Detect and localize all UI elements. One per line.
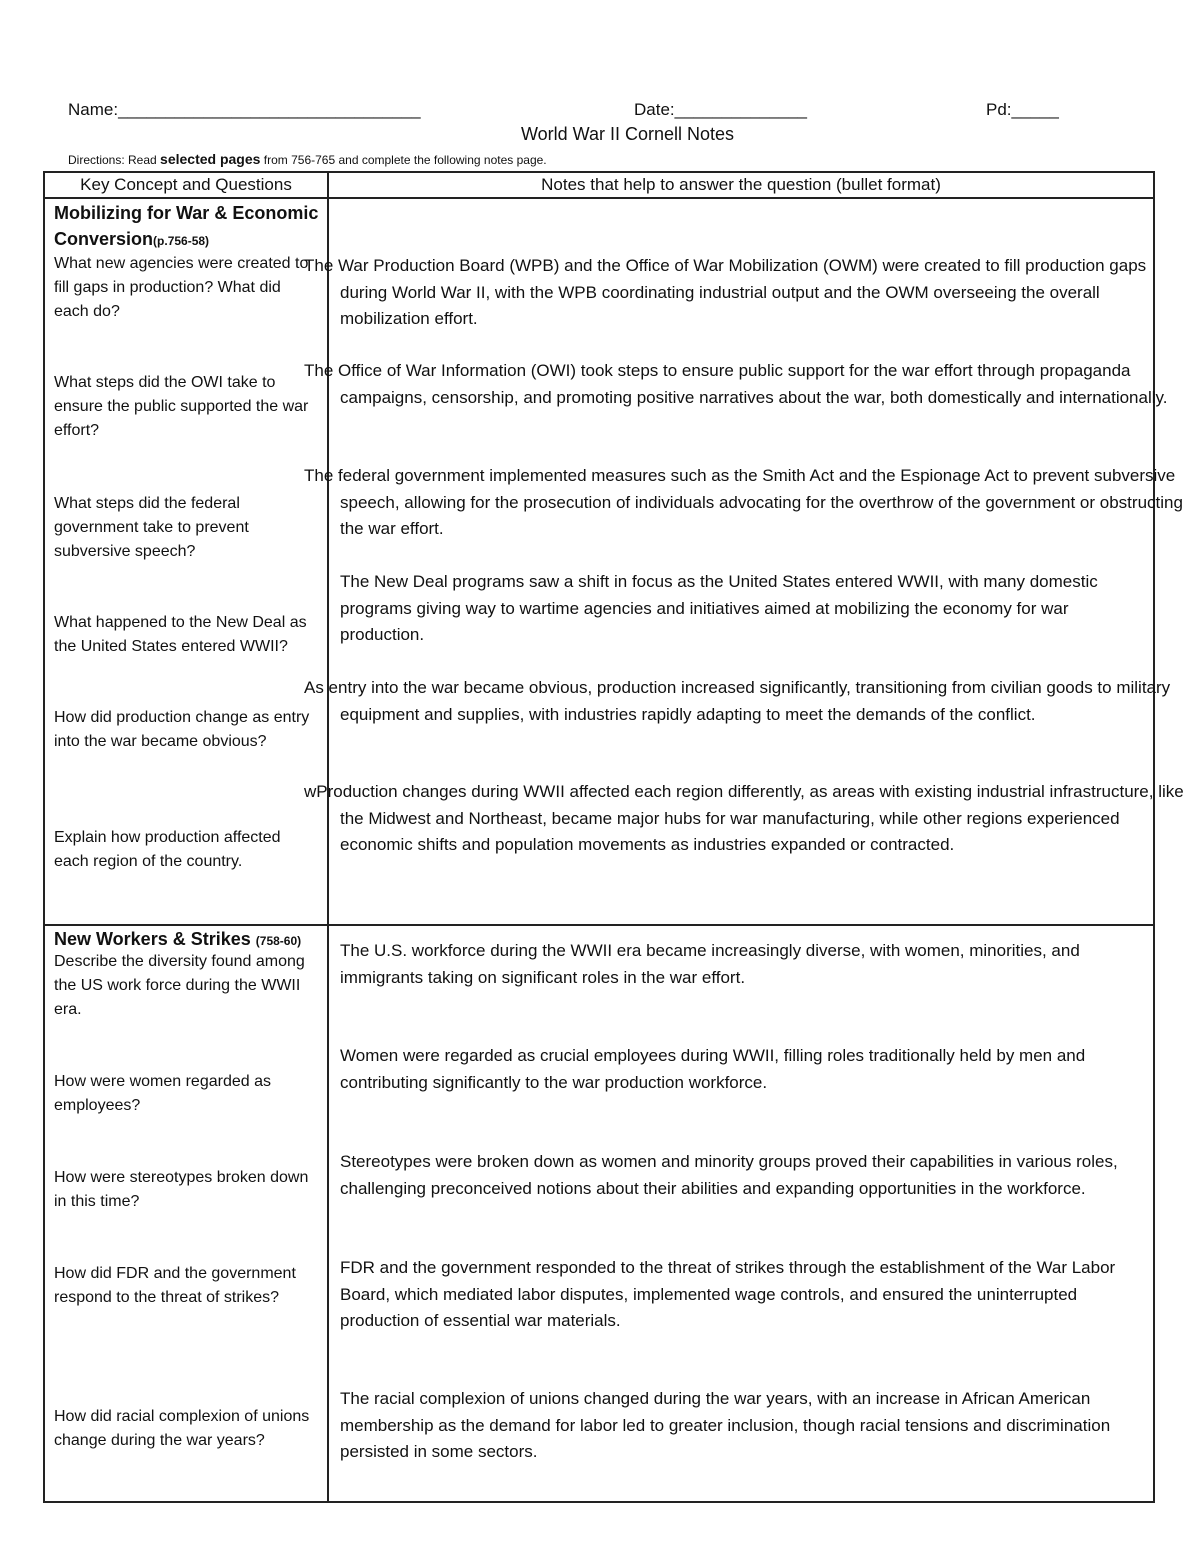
table-top-border xyxy=(43,171,1155,173)
date-field[interactable]: Date:______________ xyxy=(634,100,807,119)
answer-women-employees: Women were regarded as crucial employees during WWII, filling roles traditionally held by men and contributing significantly to the war production workforce. xyxy=(340,1046,1086,1092)
column-header-key-concept: Key Concept and Questions xyxy=(80,175,292,194)
directions-prefix: Directions: Read xyxy=(68,153,161,167)
question-new-deal: What happened to the New Deal as the United States entered WWII? xyxy=(54,614,307,655)
question-workforce-diversity: Describe the diversity found among the US work force during the WWII era. xyxy=(54,953,305,1018)
period-field[interactable]: Pd:_____ xyxy=(986,100,1059,119)
question-new-agencies: What new agencies were created to fill gaps in production? What did each do? xyxy=(54,255,309,320)
answer-strikes: FDR and the government responded to the threat of strikes through the establishment of the War Labor Board, which mediated labor disputes, implemented wage controls, and ensured the uninterrupted production of essential war materials. xyxy=(340,1258,1116,1330)
header-bottom-border xyxy=(43,197,1155,199)
directions-emphasis: selected pages xyxy=(160,151,261,167)
page-title: World War II Cornell Notes xyxy=(520,124,735,144)
answer-production-change: As entry into the war became obvious, production increased significantly, transitioning from civilian goods to military equipment and supplies, with industries rapidly adapting to meet the demands of the conflict. xyxy=(304,678,1171,724)
table-left-border xyxy=(43,171,45,1503)
answer-new-agencies: The War Production Board (WPB) and the Office of War Mobilization (OWM) were created to fill production gaps during World War II, with the WPB coordinating industrial output and the OWM overseeing the overall mobilization effort. xyxy=(304,256,1147,328)
name-field[interactable]: Name:________________________________ xyxy=(68,100,421,119)
question-union-complexion: How did racial complexion of unions change during the war years? xyxy=(54,1408,310,1449)
answer-production-regions: wProduction changes during WWII affected each region differently, as areas with existing industrial infrastructure, like the Midwest and Northeast, became major hubs for war manufacturing, while other regions experienced economic shifts and population movements as industries expanded or contracted. xyxy=(304,782,1184,854)
question-stereotypes: How were stereotypes broken down in this time? xyxy=(54,1169,309,1210)
answer-new-deal: The New Deal programs saw a shift in focus as the United States entered WWII, with many domestic programs giving way to wartime agencies and initiatives aimed at mobilizing the economy for war production. xyxy=(340,572,1098,644)
answer-union-complexion: The racial complexion of unions changed during the war years, with an increase in African American membership as the demand for labor led to greater inclusion, though racial tensions and discrimination persisted in some sectors. xyxy=(340,1389,1111,1461)
column-header-notes: Notes that help to answer the question (bullet format) xyxy=(541,175,941,194)
table-bottom-border xyxy=(43,1501,1155,1503)
question-women-employees: How were women regarded as employees? xyxy=(54,1073,271,1114)
section-title-mobilizing xyxy=(54,200,324,254)
answer-subversive-speech: The federal government implemented measures such as the Smith Act and the Espionage Act to prevent subversive speech, allowing for the prosecution of individuals advocating for the overthrow of the government or obstructing the war effort. xyxy=(304,466,1183,538)
answer-stereotypes: Stereotypes were broken down as women and minority groups proved their capabilities in various roles, challenging preconceived notions about their abilities and expanding opportunities in the workforce. xyxy=(340,1152,1118,1198)
question-owi: What steps did the OWI take to ensure the public supported the war effort? xyxy=(54,374,309,439)
section-title-text: New Workers & Strikes xyxy=(54,929,251,949)
section-title-text: Mobilizing for War & Economic Conversion xyxy=(54,203,319,249)
section-pages: (758-60) xyxy=(255,934,302,948)
answer-owi: The Office of War Information (OWI) took steps to ensure public support for the war effort through propaganda campaigns, censorship, and promoting positive narratives about the war, both domestically and internationally. xyxy=(304,361,1168,407)
directions-suffix: from 756-765 and complete the following notes page. xyxy=(260,153,547,167)
question-production-change: How did production change as entry into the war became obvious? xyxy=(54,709,310,750)
question-production-regions: Explain how production affected each region of the country. xyxy=(54,829,281,870)
question-strikes: How did FDR and the government respond to the threat of strikes? xyxy=(54,1265,296,1306)
directions xyxy=(68,151,547,167)
section-pages: (p.756-58) xyxy=(153,234,210,248)
question-subversive-speech: What steps did the federal government take to prevent subversive speech? xyxy=(54,495,249,560)
answer-workforce-diversity: The U.S. workforce during the WWII era became increasingly diverse, with women, minorities, and immigrants taking on significant roles in the war effort. xyxy=(340,941,1080,987)
